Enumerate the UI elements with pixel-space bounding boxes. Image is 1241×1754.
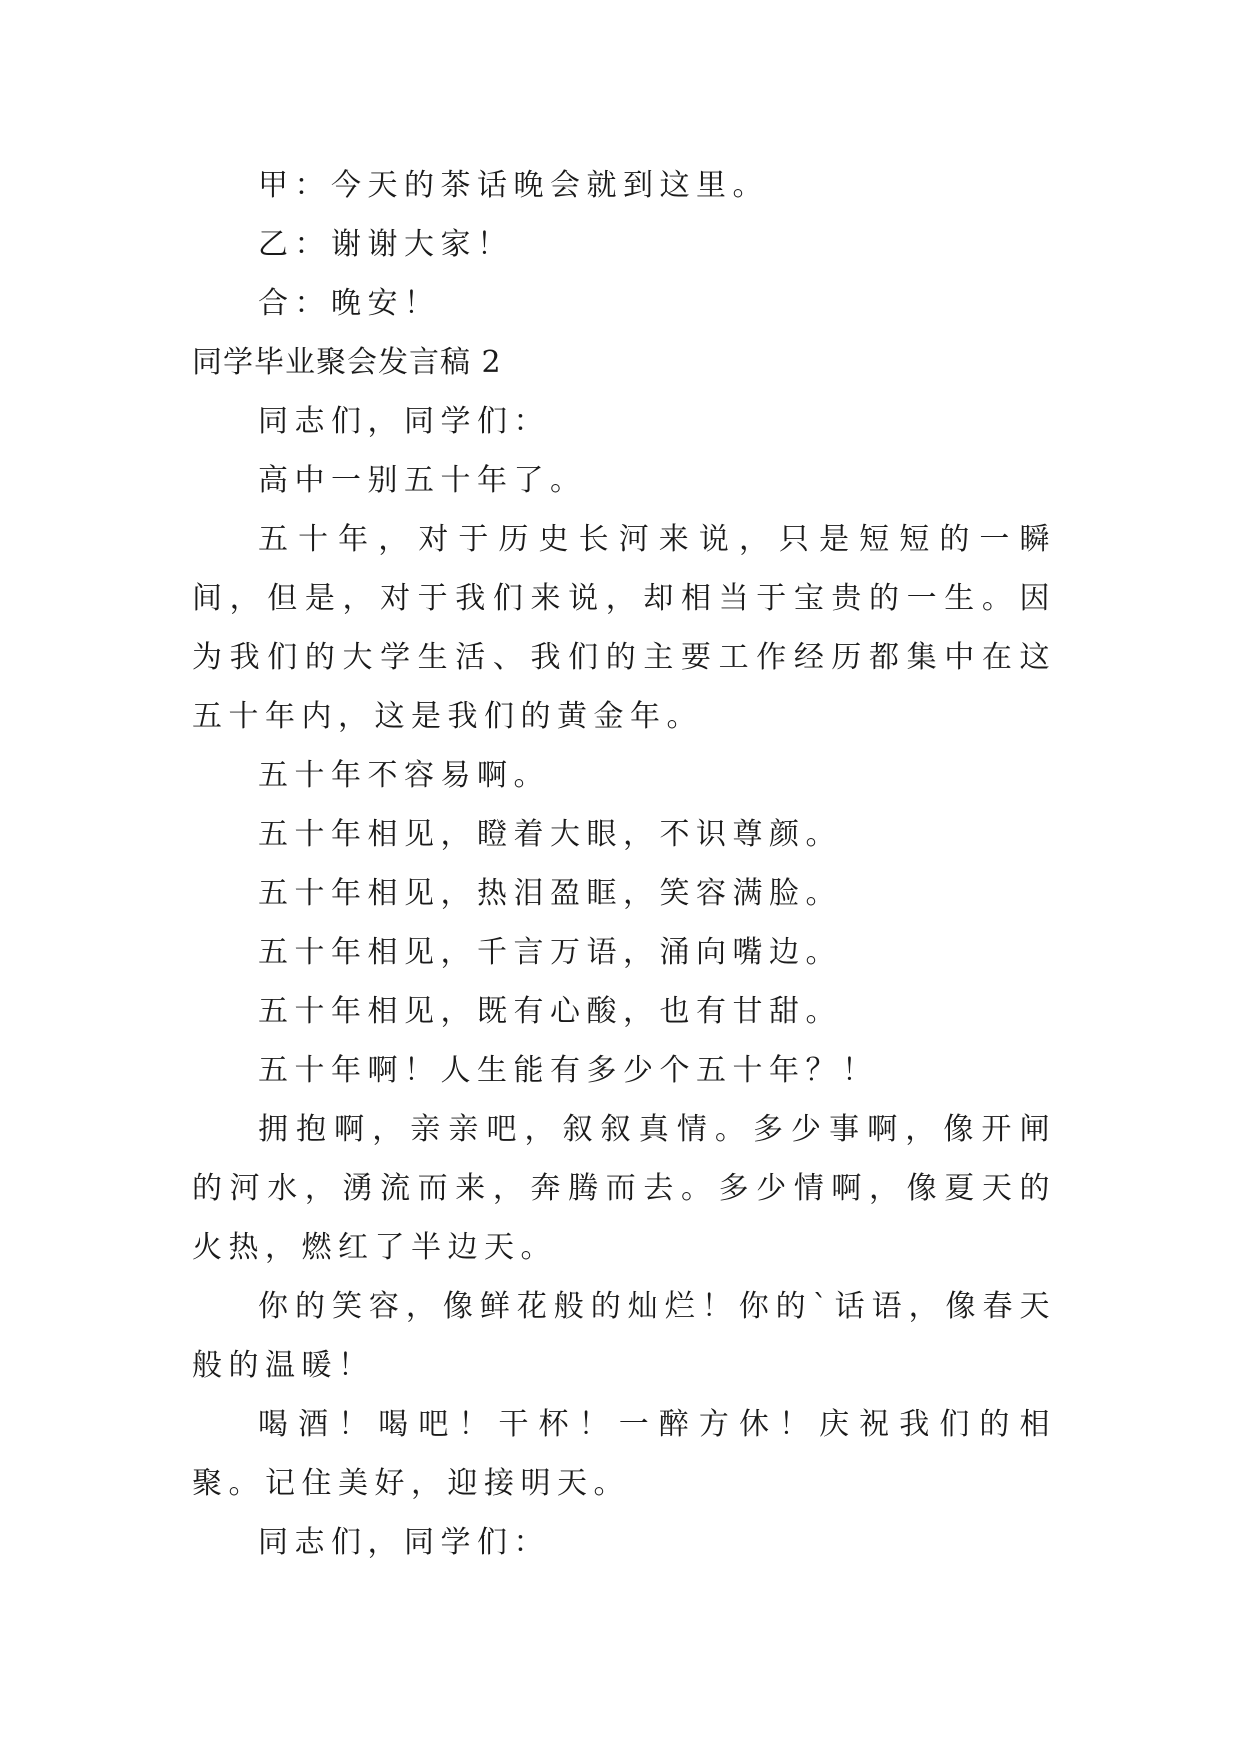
paragraph: 五十年相见，热泪盈眶，笑容满脸。 bbox=[258, 876, 842, 911]
paragraph: 喝酒！喝吧！干杯！一醉方休！庆祝我们的相聚。记住美好，迎接明天。 bbox=[192, 1407, 1056, 1501]
paragraph: 五十年，对于历史长河来说，只是短短的一瞬间，但是，对于我们来说，却相当于宝贵的一生。因为我们的大学生活、我们的主要工作经历都集中在这五十年内，这是我们的黄金年。 bbox=[192, 522, 1056, 734]
dialogue-line-he: 合：晚安！ bbox=[258, 286, 441, 321]
paragraph: 五十年啊！人生能有多少个五十年？！ bbox=[258, 1053, 879, 1088]
paragraph: 五十年相见，千言万语，涌向嘴边。 bbox=[258, 935, 842, 970]
paragraph: 拥抱啊，亲亲吧，叙叙真情。多少事啊，像开闸的河水，湧流而来，奔腾而去。多少情啊，像夏天的火热，燃红了半边天。 bbox=[192, 1112, 1056, 1265]
dialogue-line-jia: 甲：今天的茶话晚会就到这里。 bbox=[258, 168, 769, 203]
dialogue-line-yi: 乙：谢谢大家！ bbox=[258, 227, 514, 262]
paragraph: 你的笑容，像鲜花般的灿烂！你的`话语，像春天般的温暖！ bbox=[192, 1289, 1056, 1383]
salutation: 同志们，同学们： bbox=[258, 404, 550, 439]
document-page bbox=[192, 156, 1056, 1572]
paragraph: 五十年相见，瞪着大眼，不识尊颜。 bbox=[258, 817, 842, 852]
paragraph: 五十年相见，既有心酸，也有甘甜。 bbox=[258, 994, 842, 1029]
section-heading: 同学毕业聚会发言稿 2 bbox=[192, 345, 502, 380]
paragraph: 高中一别五十年了。 bbox=[258, 463, 587, 498]
paragraph: 五十年不容易啊。 bbox=[258, 758, 550, 793]
salutation: 同志们，同学们： bbox=[258, 1525, 550, 1560]
